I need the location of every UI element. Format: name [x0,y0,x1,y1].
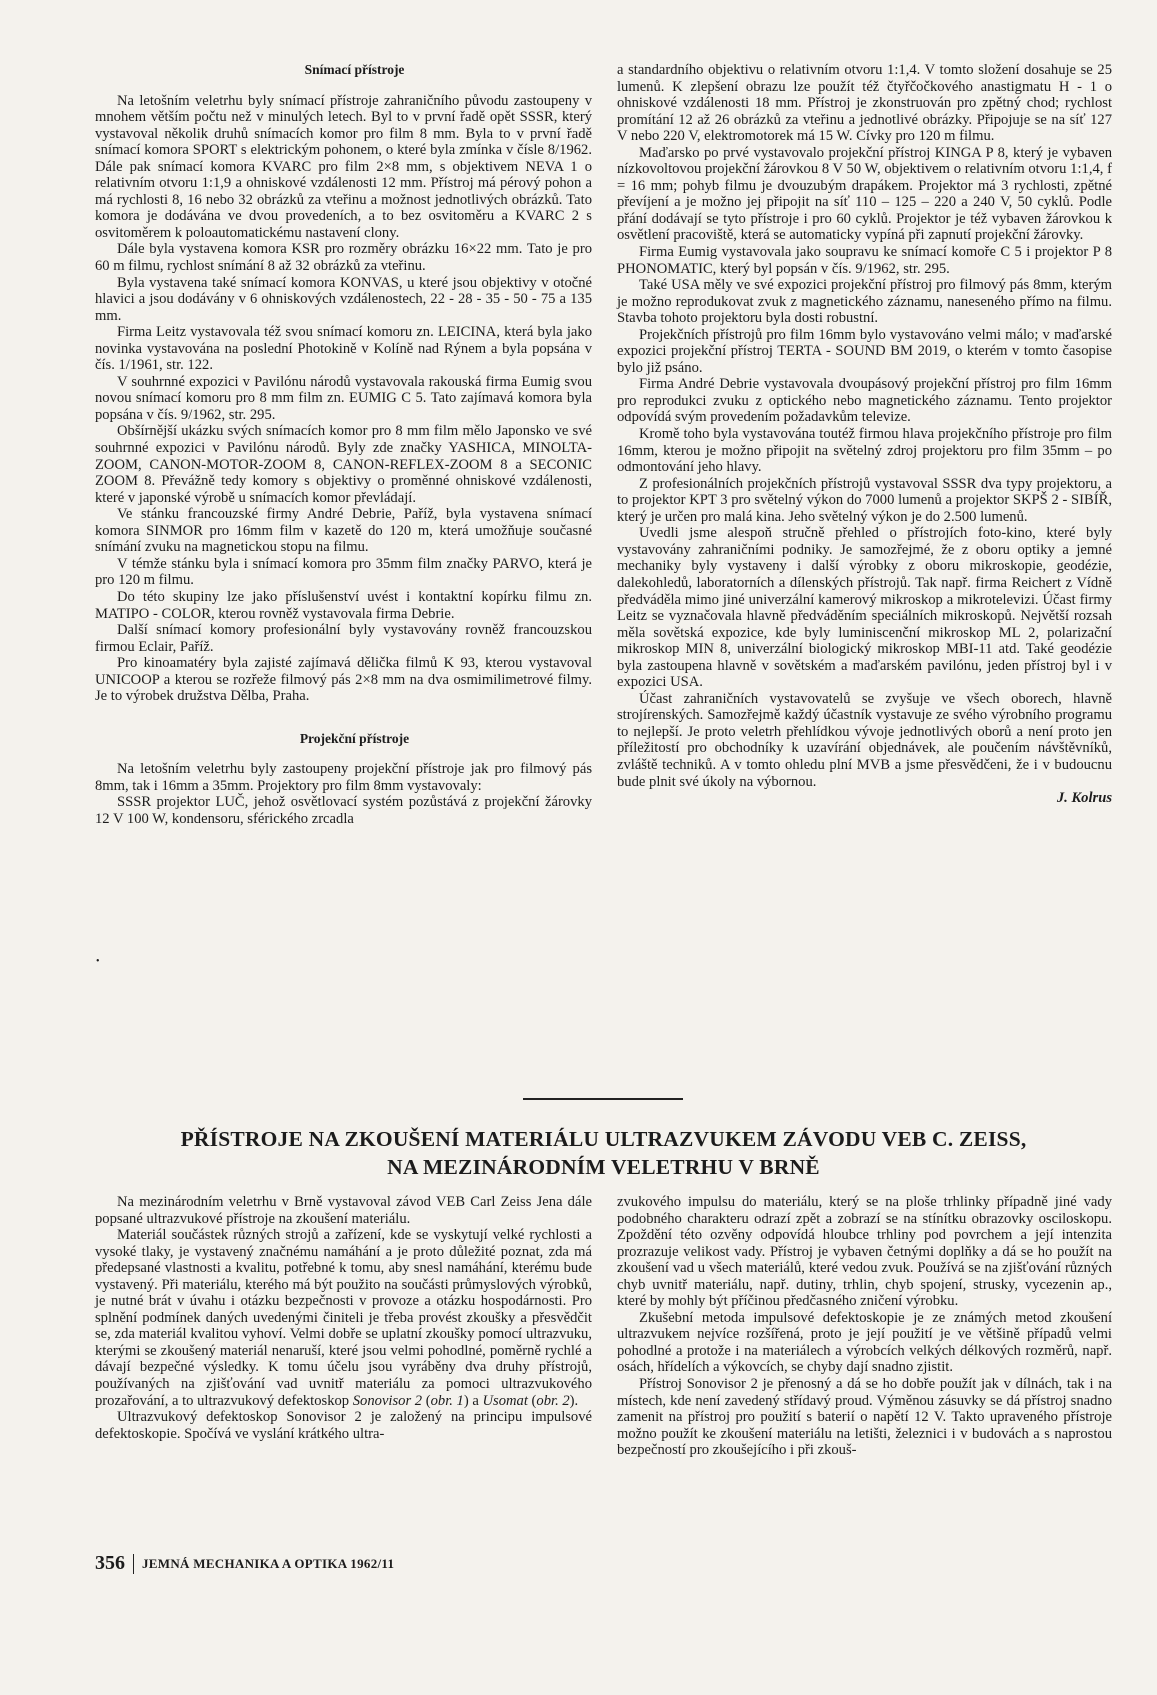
article-headline [95,1125,1112,1181]
paragraph: Z profesionálních projekčních přístrojů vystavoval SSSR dva typy projektoru, a to projektor KPT 3 pro světelný výkon do 7000 lumenů a projektor SKPŠ 2 - SIBÍŘ, který je určen pro malá kina. Jeho světelný výkon je do 2.500 lumenů. [617,475,1112,525]
paragraph: Ve stánku francouzské firmy André Debrie, Paříž, byla vystavena snímací komora SINMOR pro 16mm film v kazetě do 120 m, která umožňuje současné snímání zvuku na magnetickou stopu na filmu. [95,506,592,556]
publication-name: JEMNÁ MECHANIKA A OPTIKA 1962/11 [142,1555,395,1571]
paragraph: Firma Leitz vystavovala též svou snímací komoru zn. LEICINA, která byla jako novinka vystavována na poslední Photokině v Kolíně nad Rýnem a byla popsána v čís. 1/1961, str. 122. [95,324,592,374]
section-divider [523,1098,683,1100]
page-number: 356 [95,1552,125,1574]
paragraph: Uvedli jsme alespoň stručně přehled o přístrojích foto-kino, které byly vystavovány zahraničními podniky. Je samozřejmé, že z oboru optiky a jemné mechaniky byly vystaveny i další výrobky z oboru mikroskopie, geodézie, dalekohledů, laboratorních a dílenských přístrojů. Tak např. firma Reichert z Vídně předváděla mimo jiné univerzální kamerový mikroskop a mikrotelevizi. Účast firmy Leitz se vyznačovala hlavně předváděním speciálních mikroskopů. Největší rozsah měla sovětská expozice, kde byly luminiscenční mikroskop ML 2, polarizační mikroskop MIN 8, univerzální biologický mikroskop MBI-11 atd. Také geodézie byla zastoupena hlavně v sovětském a maďarském pavilónu, jeden přístroj byl i v expozici USA. [617,525,1112,691]
headline-line-2: NA MEZINÁRODNÍM VELETRHU V BRNĚ [387,1155,820,1179]
paragraph: V témže stánku byla i snímací komora pro 35mm film značky PARVO, která je pro 120 m filmu. [95,555,592,589]
paragraph: Účast zahraničních vystavovatelů se zvyšuje ve všech oborech, hlavně strojírenských. Samozřejmě každý účastník vystavuje ze svého výrobního programu to nejlepší. Je proto veletrh přehlídkou vývoje jednotlivých oborů a není proto jen příležitostí pro obchodníky k uzavírání objednávek, ale poučením návštěvníků, zvláště techniků. A v tomto ohledu plní MVB a jsme přesvědčeni, že i v budoucnu bude plnit své úkoly na výbornou. [617,690,1112,790]
paragraph: Pro kinoamatéry byla zajisté zajímavá dělička filmů K 93, kterou vystavoval UNICOOP a kterou se rozřeže filmový pás 2×8 mm na dva osmimilimetrové filmy. Je to výrobek družstva Dělba, Praha. [95,655,592,705]
paragraph: Firma Eumig vystavovala jako soupravu ke snímací komoře C 5 i projektor P 8 PHONOMATIC, který byl popsán v čís. 9/1962, str. 295. [617,244,1112,277]
section-heading-snimaci: Snímací přístroje [304,62,405,77]
paragraph: Další snímací komory profesionální byly vystavovány rovněž francouzskou firmou Eclair, Paříž. [95,622,592,655]
section-heading-projekcni: Projekční přístroje [299,730,410,746]
paragraph: Ultrazvukový defektoskop Sonovisor 2 je založený na principu impulsové defektoskopie. Spočívá ve vyslání krátkého ultra- [95,1409,592,1442]
paragraph: Zkušební metoda impulsové defektoskopie je ze známých metod zkoušení ultrazvukem nejvíce rozšířená, proto je její použití je ve většině případů velmi pohodlné a protože i na materiálech a výrobcích velkých délkových rozměrů, např. osách, hřídelích a výkovcích, se chyby dají snadno zjistit. [617,1309,1112,1376]
footer-separator [133,1554,134,1574]
paragraph: Na mezinárodním veletrhu v Brně vystavoval závod VEB Carl Zeiss Jena dále popsané ultrazvukové přístroje na zkoušení materiálu. [95,1194,592,1227]
paragraph: Na letošním veletrhu byly zastoupeny projekční přístroje jak pro filmový pás 8mm, tak i 16mm a 35mm. Projektory pro film 8mm vystavovaly: [95,761,592,794]
paragraph: V souhrnné expozici v Pavilónu národů vystavovala rakouská firma Eumig svou novou snímací komoru pro 8 mm film zn. EUMIG C 5. Tato zajímavá komora byla popsána v čís. 9/1962, str. 295. [95,373,592,423]
paragraph: Také USA měly ve své expozici projekční přístroj pro filmový pás 8mm, kterým je možno reprodukovat zvuk z magnetického záznamu, naneseného přímo na filmu. Stavba tohoto projektoru byla dosti robustní. [617,277,1112,327]
paragraph: Přístroj Sonovisor 2 je přenosný a dá se ho dobře použít jak v dílnách, tak i na místech, kde není zavedený střídavý proud. Výměnou zásuvky se dá přístroj snadno zamenit na přístroj pro použití s baterií o napětí 12 V. Takto upraveného přístroje možno použít ke zkoušení materiálu na letišti, železnici i v budovách a s naprostou bezpečností pro zkoušejícího i při zkouš- [617,1376,1112,1459]
product-name-usomat: Usomat [482,1392,528,1409]
paragraph: Obšírnější ukázku svých snímacích komor pro 8 mm film mělo Japonsko ve své souhrnné expozici v Pavilónu národů. Byly zde značky YASHICA, MINOLTA-ZOOM, CANON-MOTOR-ZOOM 8, CANON-REFLEX-ZOOM 8 a SECONIC ZOOM 8. Převážně tedy komory s objektivy o proměnné ohniskové vzdálenosti, které v japonské výrobě u snímacích komor převládají. [95,423,592,506]
paragraph: Maďarsko po prvé vystavovalo projekční přístroj KINGA P 8, který je vybaven nízkovoltovou projekční žárovkou 8 V 50 W, objektivem o relativním otvoru 1:1,4, f = 16 mm; pohyb filmu je dvouzubým drapákem. Projektor má 3 rychlosti, zpětné převíjení a je možno jej připojit na síť 110 – 125 – 220 a 240 V, 50 cyklů. Podle přání dodávají se tyto přístroje i pro 60 cyklů. Projektor je též vybaven žárovkou k osvětlení pracoviště, která se automaticky vypíná při zapnutí projekční žárovky. [617,144,1112,244]
figure-ref-1: obr. 1 [430,1392,464,1409]
paragraph: zvukového impulsu do materiálu, který se na ploše trhlinky případně jiné vady podobného charakteru odrazí zpět a zobrazí se na stínítku obrazovky osciloskopu. Zpoždění této ozvěny odpovídá hloubce trhliny pod povrchem a její intenzita prozrazuje velikost vady. Přístroj je vybaven četnými doplňky a dá se ho použít na zkoušení vad u všech materiálů, které vedou zvuk. Používá se na zjišťování různých chyb uvnitř materiálu, např. dutiny, trhlin, chyb spojení, strusky, vycezenin ap., které by mohly být příčinou předčasného zničení výrobku. [617,1194,1112,1310]
conjunction: a [472,1392,479,1409]
paragraph: Projekčních přístrojů pro film 16mm bylo vystavováno velmi málo; v maďarské expozici projekční přístroj TERTA - SOUND BM 2019, o kterém v tomto časopise bylo již psáno. [617,326,1112,376]
article-right-column [617,1194,1112,1459]
paragraph: Byla vystavena také snímací komora KONVAS, u které jsou objektivy v otočné hlavici a jsou dodávány v 6 ohniskových vzdálenostech, 22 - 28 - 35 - 50 - 75 a 135 mm. [95,274,592,324]
headline-line-1: PŘÍSTROJE NA ZKOUŠENÍ MATERIÁLU ULTRAZVUKEM ZÁVODU VEB C. ZEISS, [180,1127,1027,1151]
paragraph: Materiál součástek různých strojů a zařízení, kde se vyskytují velké rychlosti a vysoké tlaky, je vystavený značnému namáhání a je proto důležité poznat, zda má předepsané vlastnosti a kvalitu, potřebné k tomu, aby snesl namáhání, kterému bude vystavený. Při materiálu, kterého má být použito na součásti průmyslových výrobků, je nutné brát v úvahu i otázku bezpečnosti v provoze a otázku hospodárnosti. Pro splnění podmínek daných uvedenými činiteli je třeba provést zkoušky a přesvědčit se, zda materiál kvalitou vyhoví. Velmi dobře se uplatní zkoušky pomocí ultrazvuku, kterými se zkoušený materiál nenaruší, které jsou velmi pohodlné, poměrně rychlé a dávají bezpečné výsledky. K tomu účelu jsou vyráběny dva druhy přístrojů, používaných na zjišťování vad uvnitř materiálu za pomoci ultrazvukového prozařování, a to ultrazvukový defektoskop Sonovisor 2 (obr. 1) a Usomat (obr. 2). [95,1227,592,1409]
paragraph: Kromě toho byla vystavována toutéž firmou hlava projekčního přístroje pro film 16mm, kterou je možno připojit na světelný zdroj projektoru pro film 35mm – po odmontování jeho hlavy. [617,426,1112,476]
paragraph: Do této skupiny lze jako příslušenství uvést i kontaktní kopírku filmu zn. MATIPO - COLOR, kterou rovněž vystavovala firma Debrie. [95,588,592,622]
paragraph: a standardního objektivu o relativním otvoru 1:1,4. V tomto složení dosahuje se 25 lumenů. K zlepšení obrazu lze použít též čtyřčočkového anastigmatu H - 1 o ohniskové vzdálenosti 18 mm. Přístroj je zkonstruován pro zpětný chod; rychlost promítání 12 až 26 obrázků za vteřinu a jednotlivé obrázky. Připojuje se na síť 127 V nebo 220 V, elektromotorek má 15 W. Cívky pro 120 m filmu. [617,62,1112,145]
right-column [617,62,1112,807]
paragraph: SSSR projektor LUČ, jehož osvětlovací systém pozůstává z projekční žárovky 12 V 100 W, kondensoru, sférického zrcadla [95,794,592,827]
figure-ref-2: obr. 2 [536,1392,570,1409]
page-footer [95,1552,394,1575]
paragraph: Na letošním veletrhu byly snímací přístroje zahraničního původu zastoupeny v mnohem větším počtu než v minulých letech. Byl to v první řadě opět SSSR, který vystavoval několik druhů snímacích komor pro film 8 mm. Byla to v první řadě snímací komora SPORT s elektrickým pohonem, o které byla zmínka v čísle 8/1962. Dále pak snímací komora KVARC pro film 2×8 mm, s objektivem NEVA 1 o relativním otvoru 1:1,9 a ohniskové vzdálenosti 12 mm. Přístroj má pérový pohon a má rychlosti 8, 16 nebo 32 obrázků za vteřinu a možnost jednotlivých obrázků. Tato komora je dodávána ve dvou provedeních, a to bez osvitoměru a KVARC 2 s osvitoměrem k poloautomatickému nastavení clony. [95,92,592,241]
paragraph-text: Materiál součástek různých strojů a zařízení, kde se vyskytují velké rychlosti a vysoké tlaky, je vystavený značnému namáhání a je proto důležité poznat, zda má předepsané vlastnosti a kvalitu, potřebné k tomu, aby snesl namáhání, kterému bude vystavený. Při materiálu, kterého má být použito na součásti průmyslových výrobků, je nutné brát v úvahu i otázku bezpečnosti v provoze a otázku hospodárnosti. Pro splnění podmínek daných uvedenými činiteli je třeba provést zkoušky a přesvědčit se, zda materiál kvalitou vyhoví. Velmi dobře se uplatní zkoušky pomocí ultrazvuku, kterými se zkoušený materiál nenaruší, které jsou velmi pohodlné, poměrně rychlé a dávají bezpečné výsledky. K tomu účelu jsou vyráběny dva druhy přístrojů, používaných na zjišťování vad uvnitř materiálu za pomoci ultrazvukového prozařování, a to ultrazvukový defektoskop [95,1227,592,1409]
paragraph: Firma André Debrie vystavovala dvoupásový projekční přístroj pro film 16mm pro reprodukci zvuku z optického nebo magnetického záznamu. Tento projektor odpovídá svým provedením požadavkům televize. [617,376,1112,426]
article-left-column [95,1194,592,1442]
paragraph: Dále byla vystavena komora KSR pro rozměry obrázku 16×22 mm. Tato je pro 60 m filmu, rychlost snímání 8 až 32 obrázků za vteřinu. [95,241,592,275]
product-name-sonovisor: Sonovisor 2 [352,1392,423,1409]
left-column [95,62,592,828]
author-signature: J. Kolrus [1056,790,1112,807]
bullet-mark: • [96,956,100,967]
